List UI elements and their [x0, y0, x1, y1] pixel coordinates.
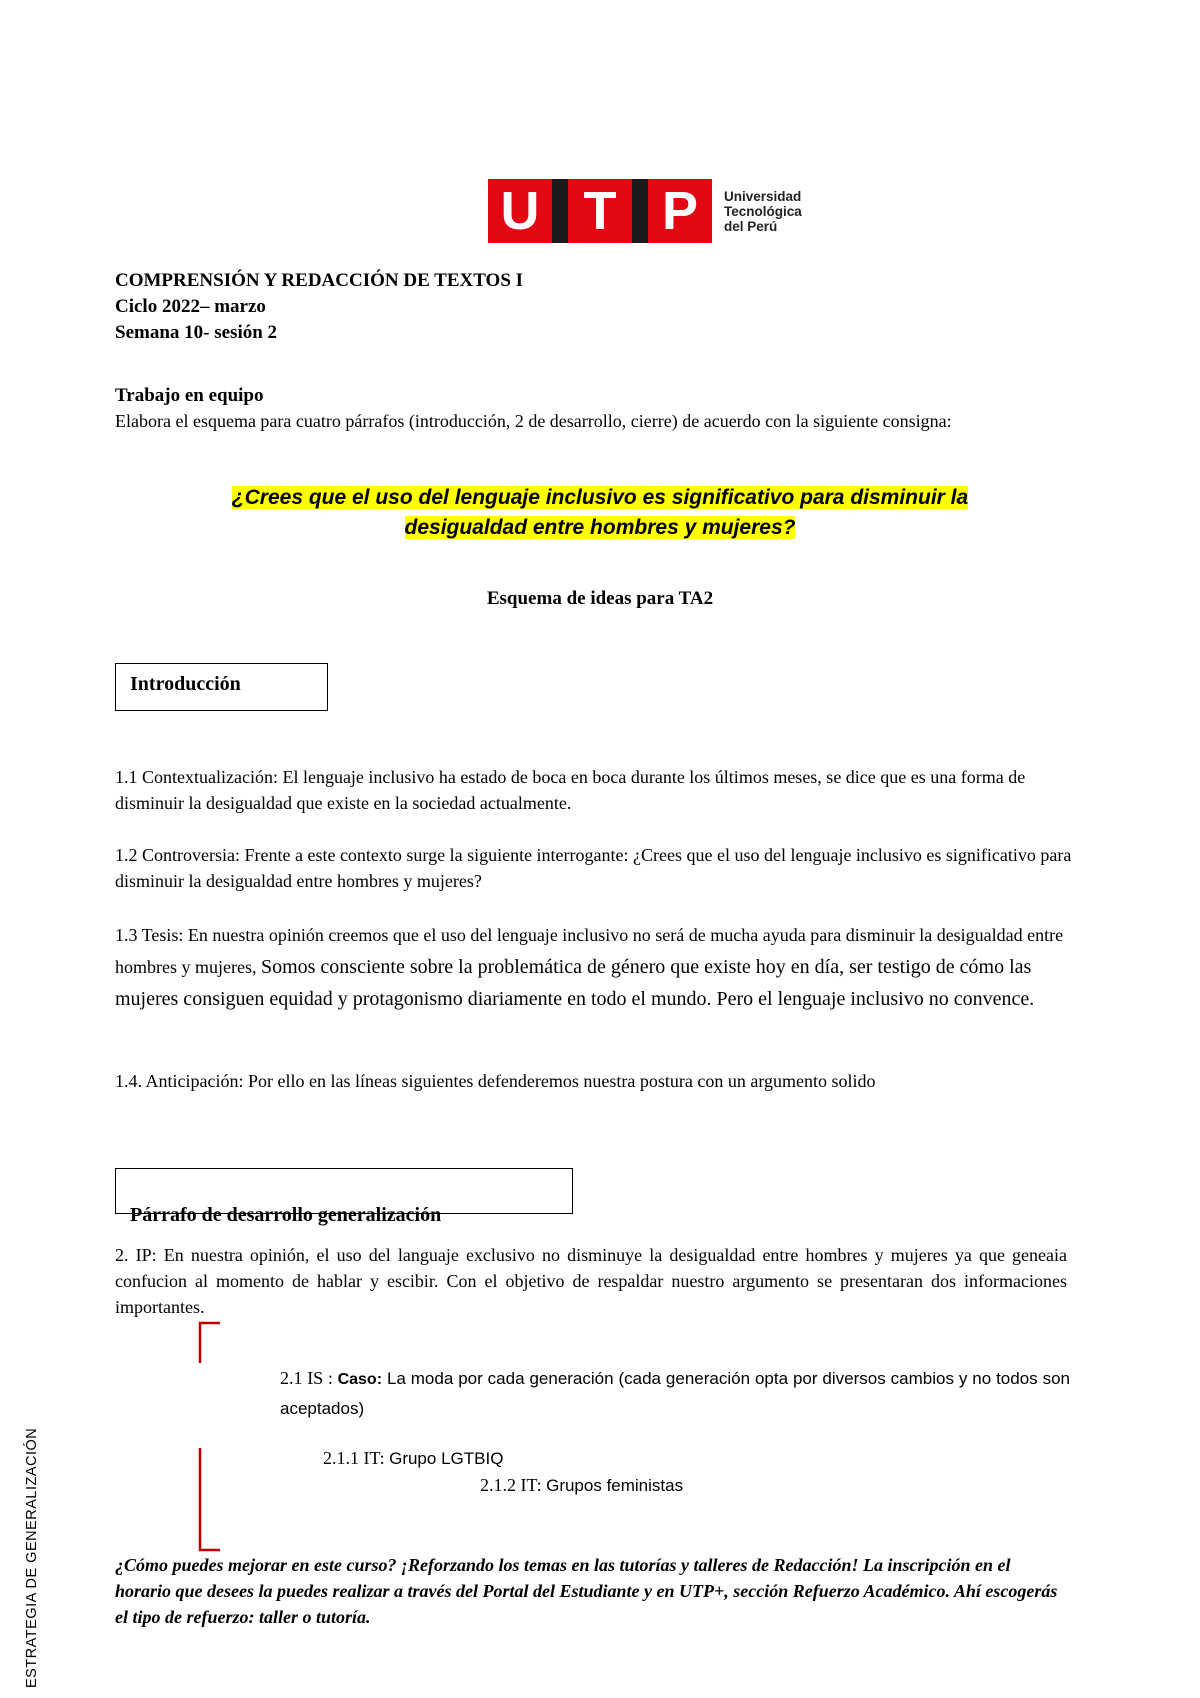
logo-letter-p: P [648, 179, 712, 243]
tertiary-idea-1 [323, 1445, 503, 1472]
secondary-idea-text: La moda por cada generación (cada generación opta por diversos cambios y no todos son aceptados) [280, 1369, 1070, 1418]
tertiary-idea-2-text: Grupos feministas [546, 1476, 684, 1495]
intro-contextualization: 1.1 Contextualización: El lenguaje inclusivo ha estado de boca en boca durante los últimos meses, se dice que es una forma de disminuir la desigualdad que existe en la sociedad actualmente. [115, 767, 1026, 813]
intro-thesis [115, 919, 1075, 1015]
logo-name-line: del Perú [724, 218, 778, 234]
logo-name-line: Tecnológica [724, 203, 802, 219]
logo-divider [552, 179, 568, 243]
course-title: COMPRENSIÓN Y REDACCIÓN DE TEXTOS I [115, 270, 524, 291]
task-title: Trabajo en equipo [115, 385, 264, 406]
footer-note: ¿Cómo puedes mejorar en este curso? ¡Reforzando los temas en las tutorías y talleres de Redacción! La inscripción en el horario que desees la puedes realizar a través del Portal del Estudiante y en UTP+, sección Refuerzo Académico. Ahí escogerás el tipo de refuerzo: taller o tutoría. [115, 1555, 1058, 1627]
development-main-idea: 2. IP: En nuestra opinión, el uso del languaje exclusivo no disminuye la desigualdad entre hombres y mujeres ya que geneaia confucion al momento de hablar y escibir. Con el objetivo de respaldar nuestro argumento se presentaran dos informaciones importantes. [115, 1245, 1067, 1317]
logo-divider [632, 179, 648, 243]
task-instructions: Elabora el esquema para cuatro párrafos (introducción, 2 de desarrollo, cierre) de acuerdo con la siguiente consigna: [115, 411, 952, 431]
cycle-label: Ciclo 2022– marzo [115, 296, 266, 317]
tertiary-idea-2-prefix: 2.1.2 IT: [480, 1475, 547, 1495]
week-label: Semana 10- sesión 2 [115, 322, 278, 343]
case-label: Caso: [337, 1371, 383, 1388]
guiding-question [180, 483, 1020, 543]
question-line-1: ¿Crees que el uso del lenguaje inclusivo es significativo para disminuir la [231, 486, 969, 509]
question-line-2: desigualdad entre hombres y mujeres? [404, 516, 796, 539]
thesis-part-2: Somos consciente sobre la problemática de género que existe hoy en día, ser testigo de cómo las mujeres consiguen equidad y protagonismo diariamente en todo el mundo. Pero el lenguaje inclusivo no convence. [115, 956, 1035, 1010]
logo-university-name [724, 189, 802, 234]
schema-title: Esquema de ideas para TA2 [486, 588, 714, 609]
thesis-part-1: 1.3 Tesis: En nuestra opinión creemos que el uso del lenguaje inclusivo no será de mucha ayuda para disminuir la desigualdad entre hombres y mujeres, [115, 925, 1064, 977]
tertiary-idea-1-prefix: 2.1.1 IT: [323, 1448, 390, 1468]
logo-name-line: Universidad [724, 188, 802, 204]
utp-logo [488, 179, 802, 243]
secondary-idea-prefix: 2.1 IS : [280, 1368, 338, 1388]
development-heading: Párrafo de desarrollo generalización [130, 1204, 442, 1226]
secondary-idea [280, 1364, 1070, 1423]
intro-heading-box [115, 663, 328, 711]
tertiary-idea-1-text: Grupo LGTBIQ [389, 1449, 504, 1468]
bracket-marker [190, 1318, 230, 1558]
intro-anticipation: 1.4. Anticipación: Por ello en las líneas siguientes defenderemos nuestra postura con un argumento solido [115, 1071, 876, 1091]
intro-heading: Introducción [130, 673, 241, 695]
side-strategy-label: ESTRATEGIA DE GENERALIZACIÓN [24, 1427, 40, 1688]
logo-letter-t: T [568, 179, 632, 243]
tertiary-idea-2 [480, 1472, 683, 1499]
logo-letter-u: U [488, 179, 552, 243]
intro-controversy: 1.2 Controversia: Frente a este contexto surge la siguiente interrogante: ¿Crees que el uso del lenguaje inclusivo es significativo para disminuir la desigualdad entre hombres y mujeres? [115, 845, 1072, 891]
